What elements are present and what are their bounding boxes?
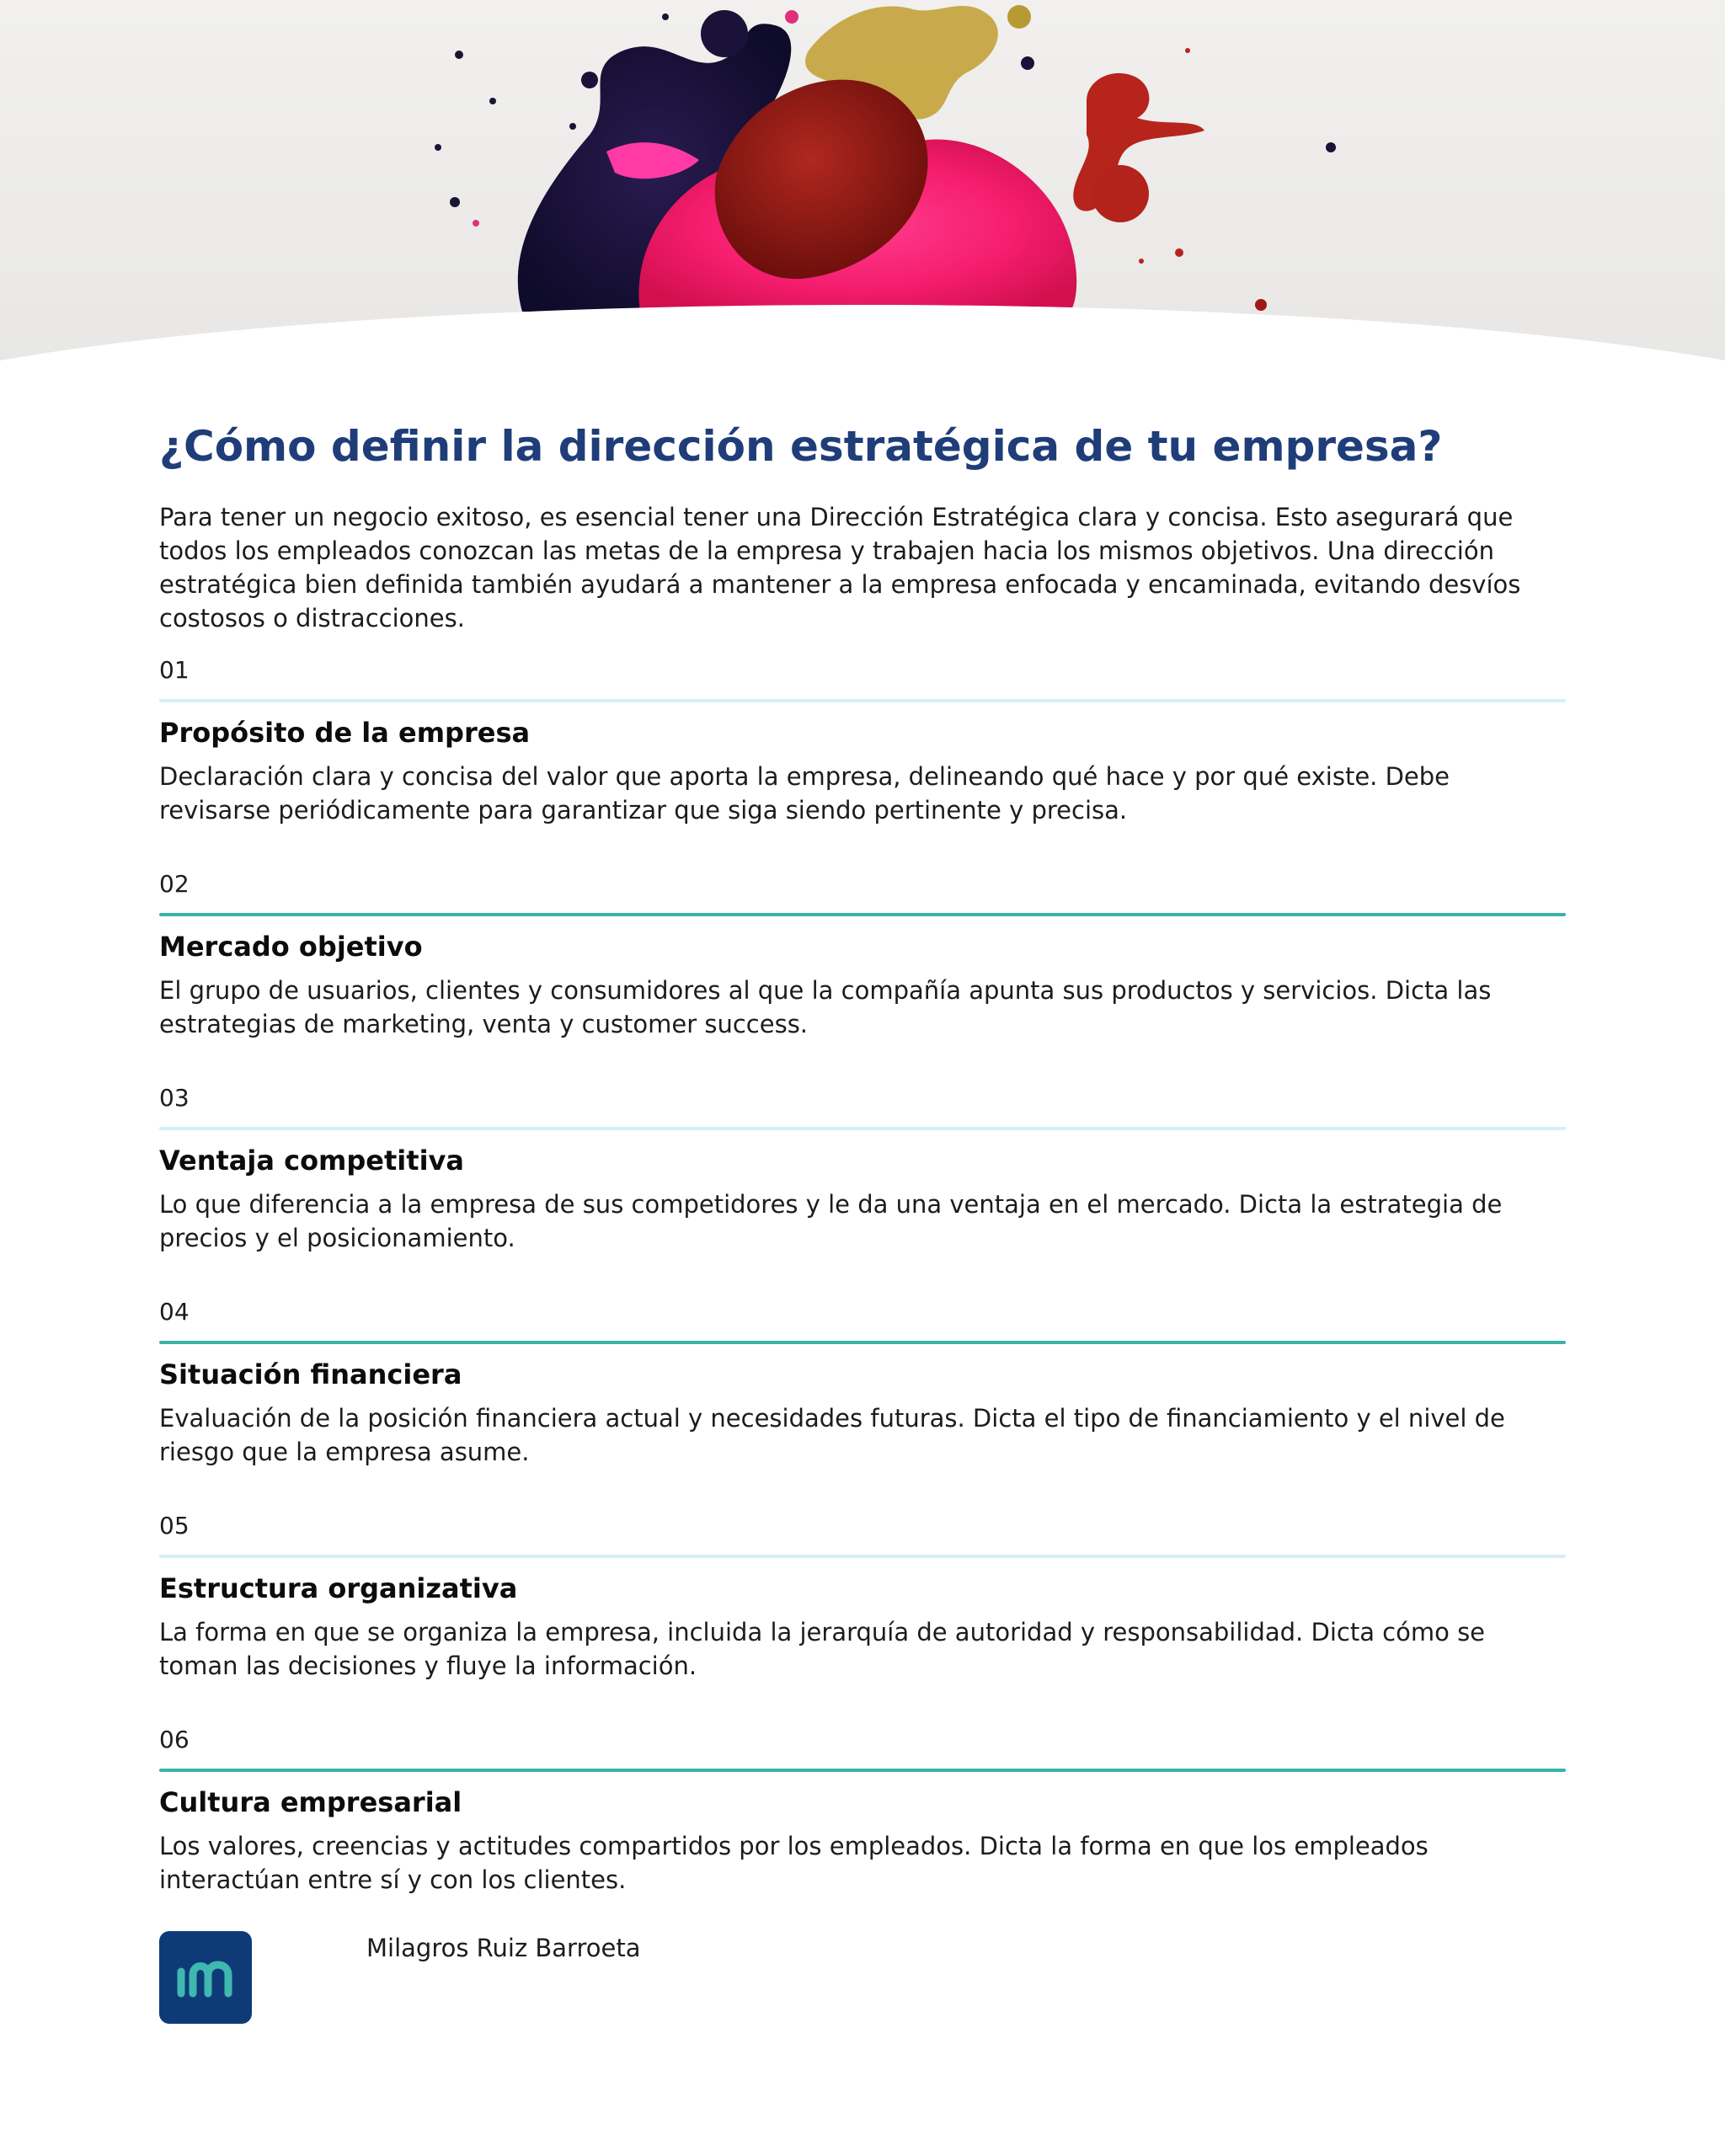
section-divider	[159, 1127, 1566, 1130]
section-divider	[159, 1555, 1566, 1558]
section-number: 03	[159, 1084, 190, 1112]
hero-paint-splash-image	[0, 0, 1725, 371]
article-content	[159, 421, 1566, 1937]
section-heading: Ventaja competitiva	[159, 1145, 464, 1177]
section-heading: Estructura organizativa	[159, 1572, 518, 1604]
section-number: 06	[159, 1726, 190, 1753]
section-divider	[159, 699, 1566, 702]
section-description: Declaración clara y concisa del valor que aporta la empresa, delineando qué hace y por qué existe. Debe revisarse periódicamente para garantizar que siga siendo pertinente y precisa.	[159, 762, 1450, 825]
section-number: 01	[159, 656, 190, 684]
section-description: El grupo de usuarios, clientes y consumidores al que la compañía apunta sus productos y servicios. Dicta las estrategias de marketing, venta y customer success.	[159, 976, 1492, 1038]
page-title: ¿Cómo definir la dirección estratégica de tu empresa?	[159, 422, 1443, 471]
section-heading: Propósito de la empresa	[159, 717, 531, 749]
section-description: Los valores, creencias y actitudes compartidos por los empleados. Dicta la forma en que los empleados interactúan entre sí y con los clientes.	[159, 1832, 1429, 1894]
section-divider	[159, 1769, 1566, 1772]
section-description: Lo que diferencia a la empresa de sus competidores y le da una ventaja en el mercado. Dicta la estrategia de precios y el posicionamiento.	[159, 1190, 1503, 1252]
section-heading: Cultura empresarial	[159, 1786, 462, 1818]
section-number: 02	[159, 870, 190, 898]
intro-paragraph: Para tener un negocio exitoso, es esencial tener una Dirección Estratégica clara y concisa. Esto asegurará que todos los empleados conozcan las metas de la empresa y trabajen hacia los mismos objetivos. Una dirección estratégica bien definida también ayudará a mantener a la empresa enfocada y encaminada, evitando desvíos costosos o distracciones.	[159, 503, 1521, 632]
section-number: 05	[159, 1512, 190, 1540]
section-divider	[159, 913, 1566, 916]
section-description: Evaluación de la posición financiera actual y necesidades futuras. Dicta el tipo de financiamiento y el nivel de riesgo que la empresa asume.	[159, 1404, 1505, 1466]
footer	[159, 1931, 1566, 2032]
section-item	[159, 1295, 1566, 1469]
section-item	[159, 1723, 1566, 1897]
author-name: Milagros Ruiz Barroeta	[366, 1934, 641, 1962]
section-divider	[159, 1341, 1566, 1344]
section-item	[159, 654, 1566, 827]
sections-list	[159, 654, 1566, 1897]
section-number: 04	[159, 1298, 190, 1326]
section-item	[159, 1509, 1566, 1683]
section-heading: Situación financiera	[159, 1358, 462, 1390]
brand-logo	[159, 1931, 252, 2024]
section-heading: Mercado objetivo	[159, 931, 423, 963]
section-description: La forma en que se organiza la empresa, incluida la jerarquía de autoridad y responsabilidad. Dicta cómo se toman las decisiones y fluye la información.	[159, 1618, 1486, 1680]
section-item	[159, 1081, 1566, 1255]
section-item	[159, 867, 1566, 1041]
